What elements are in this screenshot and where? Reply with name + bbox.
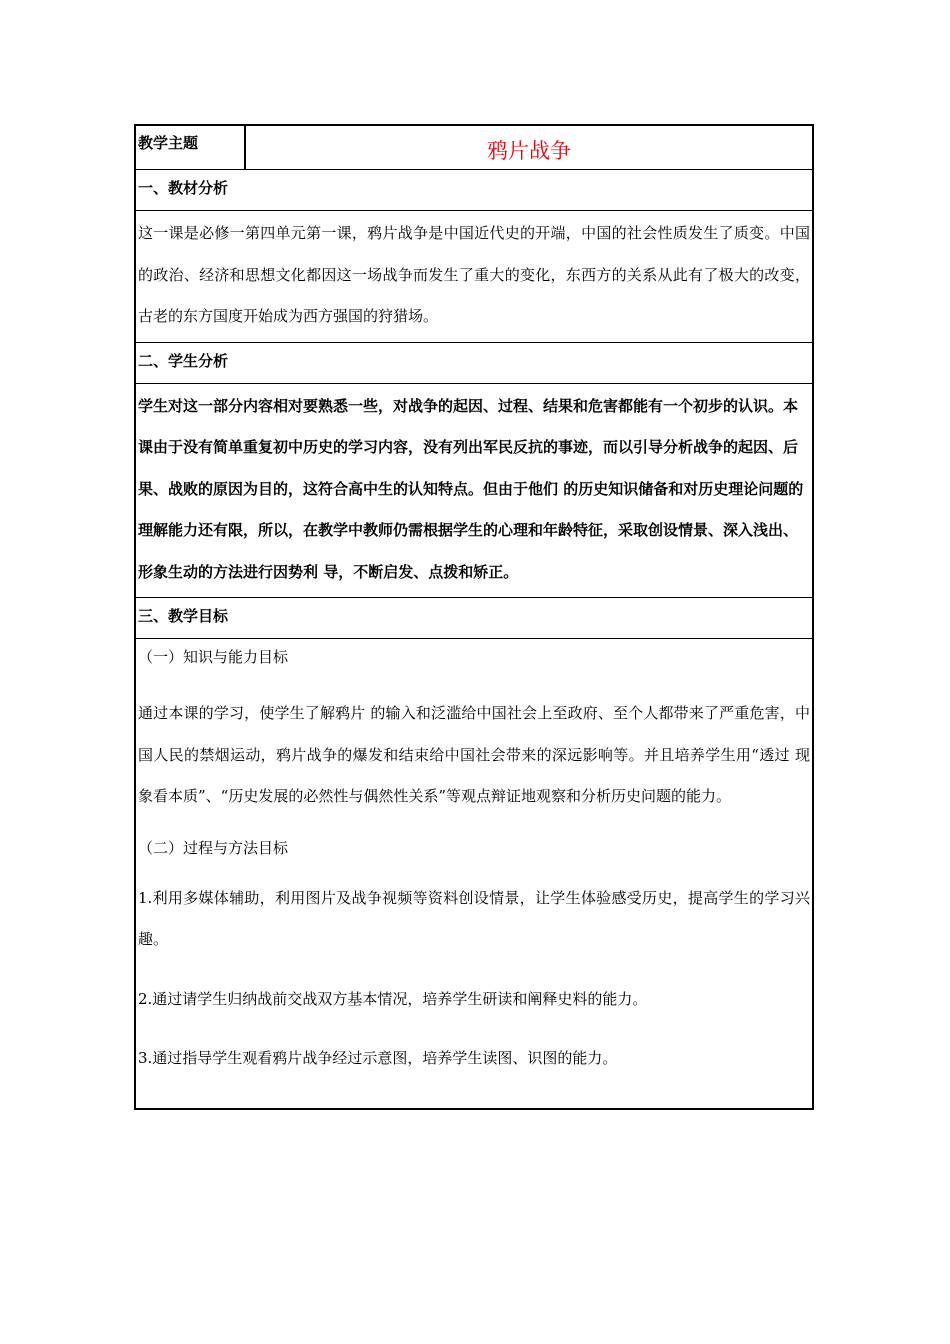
section-body-student-analysis	[136, 384, 812, 599]
process-goal-item-2: 2.通过请学生归纳战前交战双方基本情况，培养学生研读和阐释史料的能力。	[138, 989, 648, 1008]
knowledge-goal-text: 通过本课的学习，使学生了解鸦片 的输入和泛滥给中国社会上至政府、至个人都带来了严重危害，中国人民的禁烟运动，鸦片战争的爆发和结束给中国社会带来的深远影响等。并且培养学生用“透过 现象看本质”、“历史发展的必然性与偶然性关系”等观点辩证地观察和分析历史问题的能力。	[138, 704, 810, 806]
process-goal-heading: （二）过程与方法目标	[138, 838, 289, 857]
lesson-title: 鸦片战争	[487, 139, 571, 163]
title-row	[136, 126, 812, 170]
textbook-analysis-text: 这一课是必修一第四单元第一课，鸦片战争是中国近代史的开端，中国的社会性质发生了质变。中国的政治、经济和思想文化都因这一场战争而发生了重大的变化，东西方的关系从此有了极大的改变，古老的东方国度开始成为西方强国的狩猎场。	[138, 224, 810, 325]
section-heading-textbook-analysis: 一、教材分析	[136, 170, 812, 211]
section-body-textbook-analysis	[136, 211, 812, 343]
student-analysis-text: 学生对这一部分内容相对要熟悉一些，对战争的起因、过程、结果和危害都能有一个初步的认识。本 课由于没有简单重复初中历史的学习内容，没有列出军民反抗的事迹，而以引导分析战争的起因、后果、战败的原因为目的，这符合高中生的认知特点。但由于他们 的历史知识储备和对历史理论问题的理解能力还有限，所以，在教学中教师仍需根据学生的心理和年龄特征，采取创设情景、深入浅出、形象生动的方法进行因势利 导，不断启发、点拨和矫正。	[138, 396, 804, 581]
process-goal-item-1: 1.利用多媒体辅助，利用图片及战争视频等资料创设情景，让学生体验感受历史，提高学生的学习兴趣。	[138, 888, 810, 949]
section-body-teaching-goals	[136, 639, 812, 1108]
lesson-plan-table	[134, 124, 814, 1110]
topic-label: 教学主题	[136, 126, 246, 169]
knowledge-goal-heading: （一）知识与能力目标	[138, 648, 289, 667]
section-heading-student-analysis: 二、学生分析	[136, 343, 812, 384]
section-heading-teaching-goals: 三、教学目标	[136, 598, 812, 639]
process-goal-item-3: 3.通过指导学生观看鸦片战争经过示意图，培养学生读图、识图的能力。	[138, 1049, 618, 1068]
